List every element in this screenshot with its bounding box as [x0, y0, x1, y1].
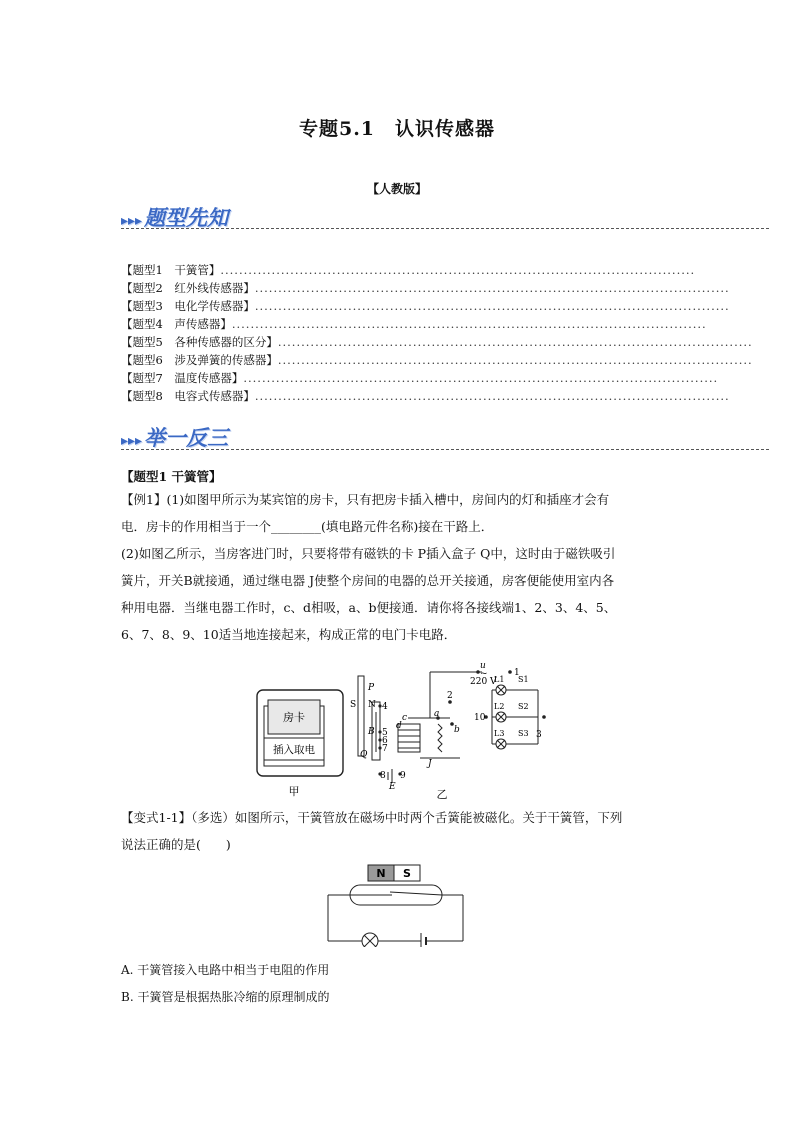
- svg-text:L1: L1: [494, 675, 505, 684]
- svg-text:7: 7: [382, 744, 388, 754]
- toc-item[interactable]: 【题型4 声传感器】 ......................................................................................................: [121, 317, 707, 331]
- svg-text:1: 1: [514, 668, 520, 678]
- svg-text:d: d: [396, 721, 402, 731]
- svg-text:2: 2: [447, 691, 453, 701]
- variant-1-1: 【变式1-1】（多选）如图所示，干簧管放在磁场中时两个舌簧能被磁化。关于干簧管，下列 说法正确的是( ): [121, 810, 623, 852]
- banner-examples: [121, 422, 228, 452]
- svg-text:c: c: [402, 713, 408, 723]
- svg-text:S: S: [350, 700, 357, 710]
- toc-item[interactable]: 【题型2 红外线传感器】 ......................................................................................................: [121, 281, 730, 295]
- edition-label: 【人教版】: [366, 182, 427, 196]
- svg-text:Q: Q: [360, 750, 368, 760]
- svg-text:N: N: [368, 700, 376, 710]
- toc-item[interactable]: 【题型5 各种传感器的区分】 ......................................................................................................: [121, 335, 753, 349]
- svg-text:S3: S3: [518, 729, 529, 738]
- svg-text:S1: S1: [518, 675, 529, 684]
- magnet-n: N: [376, 867, 386, 880]
- banner-text: 题型先知: [144, 206, 229, 230]
- figure-caption: 乙: [436, 788, 448, 801]
- example-1: 【例1】(1)如图甲所示为某宾馆的房卡，只有把房卡插入槽中，房间内的灯和插座才会有 电．房卡的作用相当于一个________(填电路元件名称)接在干路上． (2)如图乙所示，当房客进门时，只要将带有磁铁的卡 P插入盒子 Q中，这时由于磁铁吸引 簧片，开关B就接通，通过继电器 J使整个房间的电器的总开关接通，房客便能使用室内各 种用电器．当继电器工作时，c、d相吸，a、b便接通．请你将各接线端1、2、3、4、5、 6、7、8、9、10适当地连接起来，构成正常的电门卡电路．: [121, 492, 617, 642]
- option-b[interactable]: B. 干簧管是根据热胀冷缩的原理制成的: [121, 990, 330, 1004]
- toc-item[interactable]: 【题型6 涉及弹簧的传感器】 ......................................................................................................: [121, 353, 753, 367]
- svg-text:P: P: [368, 683, 375, 693]
- arrows-icon: ▸▸▸: [121, 213, 143, 229]
- slot-label: 插入取电: [273, 744, 315, 756]
- toc-item[interactable]: 【题型1 干簧管】 ......................................................................................................: [121, 263, 696, 277]
- svg-text:220 V: 220 V: [470, 677, 497, 687]
- option-a[interactable]: A. 干簧管接入电路中相当于电阻的作用: [121, 963, 330, 977]
- banner-text: 举一反三: [144, 426, 229, 450]
- svg-text:b: b: [454, 725, 460, 735]
- table-of-contents: [121, 261, 769, 405]
- reed-switch-figure: [326, 863, 466, 947]
- toc-item[interactable]: 【题型3 电化学传感器】 ......................................................................................................: [121, 299, 730, 313]
- page-title: 专题5.1 认识传感器: [298, 118, 496, 140]
- svg-text:J: J: [428, 759, 432, 769]
- room-card-figure: [255, 688, 345, 800]
- circuit-figure: [350, 662, 550, 802]
- svg-text:B: B: [368, 727, 375, 737]
- svg-text:10: 10: [474, 713, 486, 723]
- toc-item[interactable]: 【题型7 温度传感器】 ......................................................................................................: [121, 371, 719, 385]
- svg-text:L3: L3: [494, 729, 505, 738]
- svg-text:a: a: [434, 709, 440, 719]
- section-heading: 【题型1 干簧管】: [121, 469, 222, 484]
- svg-text:4: 4: [382, 702, 388, 712]
- svg-text:E: E: [389, 782, 396, 792]
- svg-text:6: 6: [382, 736, 388, 746]
- toc-item[interactable]: 【题型8 电容式传感器】 ......................................................................................................: [121, 389, 730, 403]
- magnet-s: S: [403, 867, 411, 880]
- card-label: 房卡: [283, 711, 305, 724]
- svg-text:9: 9: [400, 771, 406, 781]
- svg-text:8: 8: [380, 771, 386, 781]
- divider: [121, 228, 769, 229]
- svg-text:5: 5: [382, 728, 388, 738]
- svg-text:~: ~: [480, 669, 488, 679]
- figure-caption: 甲: [288, 785, 300, 798]
- divider: [121, 449, 769, 450]
- svg-text:u: u: [480, 662, 486, 671]
- svg-text:L2: L2: [494, 702, 505, 711]
- svg-text:S2: S2: [518, 702, 529, 711]
- svg-text:3: 3: [536, 730, 542, 740]
- arrows-icon: ▸▸▸: [121, 433, 143, 449]
